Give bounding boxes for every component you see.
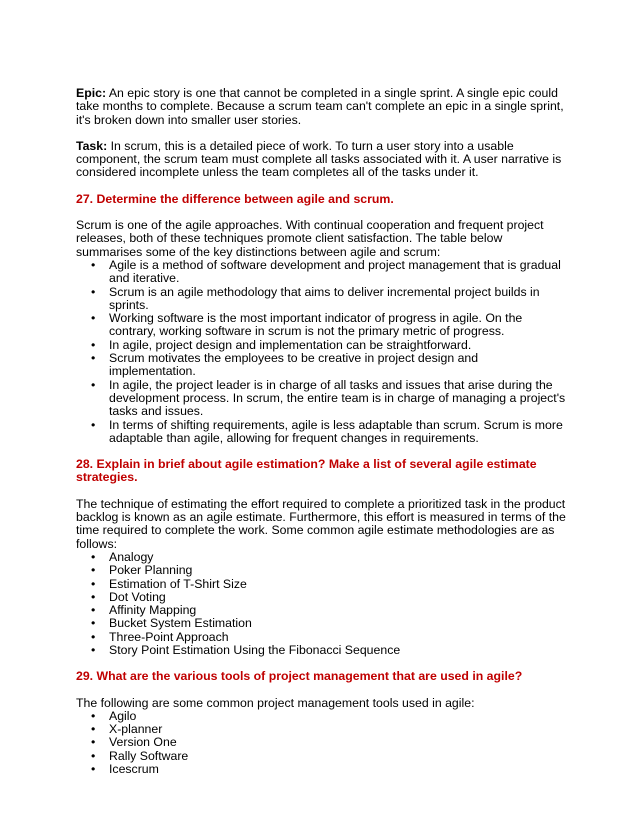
list-item: • X-planner [76, 723, 566, 736]
q29-heading: 29. What are the various tools of project management that are used in agile? [76, 669, 523, 684]
list-item: • Affinity Mapping [76, 604, 566, 617]
q28-heading: 28. Explain in brief about agile estimation? Make a list of several agile estimate strategies. [76, 457, 537, 485]
q29-intro: The following are some common project management tools used in agile: [76, 695, 475, 710]
list-item: • In agile, the project leader is in charge of all tasks and issues that arise during the development process. In scrum, the entire team is in charge of managing a project's tasks and issues. [76, 379, 566, 419]
q27-heading: 27. Determine the difference between agile and scrum. [76, 191, 394, 206]
document-page [76, 87, 566, 776]
epic-text: An epic story is one that cannot be completed in a single sprint. A single epic could take months to complete. Because a scrum team can't complete an epic in a single sprint, it's broken down into smaller user stories. [76, 86, 564, 127]
list-item: • In agile, project design and implementation can be straightforward. [76, 339, 566, 352]
q28-bullet-list [76, 551, 566, 657]
q28-intro: The technique of estimating the effort required to complete a prioritized task in the product backlog is known as an agile estimate. Furthermore, this effort is measured in terms of the time required to complete the work. Some common agile estimate methodologies are as follows: [76, 496, 566, 551]
list-item: • Scrum is an agile methodology that aims to deliver incremental project builds in sprints. [76, 286, 566, 313]
q27-intro: Scrum is one of the agile approaches. With continual cooperation and frequent project releases, both of these techniques promote client satisfaction. The table below summarises some of the key distinctions between agile and scrum: [76, 218, 544, 259]
task-paragraph [76, 140, 566, 180]
list-item: • Rally Software [76, 750, 566, 763]
list-item: • Analogy [76, 551, 566, 564]
list-item: • Working software is the most important indicator of progress in agile. On the contrary, working software in scrum is not the primary metric of progress. [76, 312, 566, 339]
list-item: • Dot Voting [76, 591, 566, 604]
epic-term: Epic: [76, 86, 107, 100]
epic-paragraph [76, 87, 566, 127]
list-item: • Three-Point Approach [76, 631, 566, 644]
list-item: • Version One [76, 736, 566, 749]
list-item: • Bucket System Estimation [76, 617, 566, 630]
list-item: • Story Point Estimation Using the Fibonacci Sequence [76, 644, 566, 657]
q29-bullet-list [76, 710, 566, 776]
q27-bullet-list [76, 259, 566, 445]
list-item: • Scrum motivates the employees to be creative in project design and implementation. [76, 352, 566, 379]
task-term: Task: [76, 138, 108, 153]
list-item: • In terms of shifting requirements, agile is less adaptable than scrum. Scrum is more adaptable than agile, allowing for frequent changes in requirements. [76, 419, 566, 446]
list-item: • Agilo [76, 710, 566, 723]
list-item: • Icescrum [76, 763, 566, 776]
task-text: In scrum, this is a detailed piece of work. To turn a user story into a usable component, the scrum team must complete all tasks associated with it. A user narrative is considered incomplete unless the team completes all of the tasks under it. [76, 138, 562, 180]
list-item: • Estimation of T-Shirt Size [76, 578, 566, 591]
list-item: • Agile is a method of software development and project management that is gradual and iterative. [76, 259, 566, 286]
list-item: • Poker Planning [76, 564, 566, 577]
